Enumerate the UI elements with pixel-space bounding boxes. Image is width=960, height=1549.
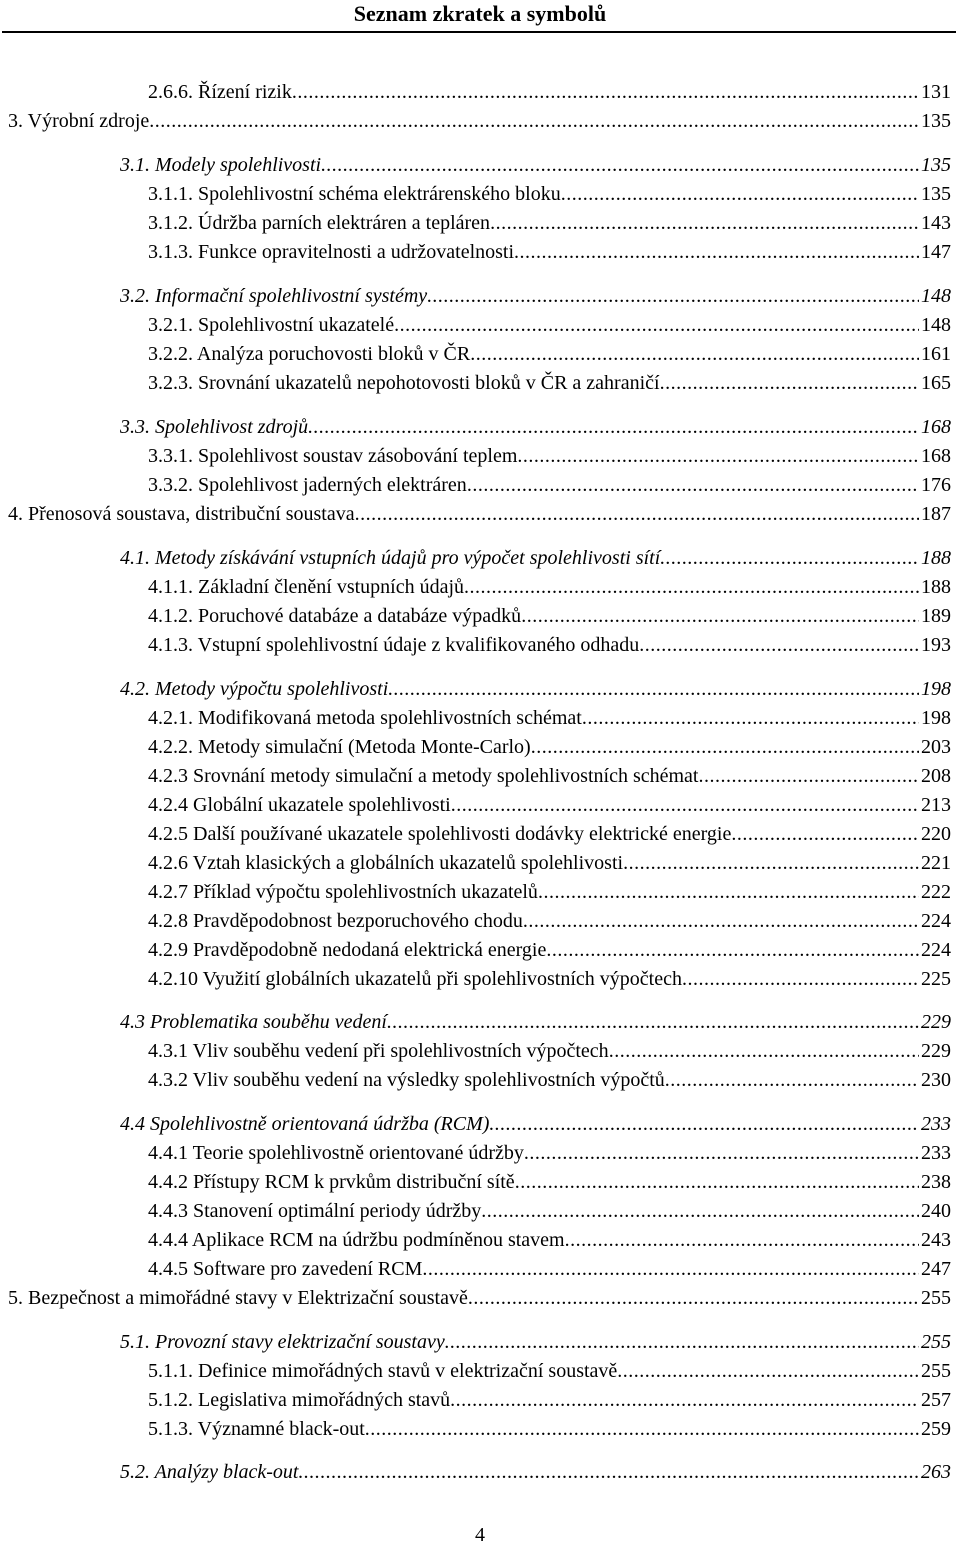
toc-entry-page: 135 bbox=[921, 183, 951, 205]
toc-entry[interactable] bbox=[0, 282, 960, 310]
toc-entry-title: 4.1.3. Vstupní spolehlivostní údaje z kvalifikovaného odhadu bbox=[148, 634, 640, 656]
toc-entry[interactable] bbox=[0, 936, 960, 964]
toc-entry-page: 238 bbox=[921, 1171, 951, 1193]
dot-leader bbox=[481, 1197, 919, 1225]
toc-entry-page: 213 bbox=[921, 794, 951, 816]
toc-entry-page: 255 bbox=[921, 1360, 951, 1382]
toc-entry-title: 4.4.4 Aplikace RCM na údržbu podmíněnou stavem bbox=[148, 1229, 565, 1251]
toc-entry-title: 2.6.6. Řízení rizik bbox=[148, 81, 292, 103]
toc-entry-title: 4.2.10 Využití globálních ukazatelů při spolehlivostních výpočtech bbox=[148, 968, 682, 990]
toc-entry-title: 4.2.7 Příklad výpočtu spolehlivostních ukazatelů bbox=[148, 881, 538, 903]
toc-entry[interactable] bbox=[0, 442, 960, 470]
toc-entry-page: 208 bbox=[921, 765, 951, 787]
dot-leader bbox=[731, 820, 919, 848]
toc-entry-page: 222 bbox=[921, 881, 951, 903]
toc-entry-page: 259 bbox=[921, 1418, 951, 1440]
toc-entry-page: 148 bbox=[921, 285, 951, 307]
toc-entry-title: 4.3.2 Vliv souběhu vedení na výsledky spolehlivostních výpočtů bbox=[148, 1069, 665, 1091]
dot-leader bbox=[582, 704, 919, 732]
toc-entry[interactable] bbox=[0, 209, 960, 237]
toc-entry[interactable] bbox=[0, 180, 960, 208]
toc-entry[interactable] bbox=[0, 820, 960, 848]
toc-entry-title: 3.3. Spolehlivost zdrojů bbox=[120, 416, 309, 438]
dot-leader bbox=[308, 413, 919, 441]
toc-entry[interactable] bbox=[0, 675, 960, 703]
dot-leader bbox=[490, 209, 919, 237]
toc-entry-title: 4.2.3 Srovnání metody simulační a metody spolehlivostních schémat bbox=[148, 765, 699, 787]
dot-leader bbox=[149, 107, 919, 135]
toc-entry-title: 3.2.2. Analýza poruchovosti bloků v ČR bbox=[148, 343, 471, 365]
toc-entry[interactable] bbox=[0, 849, 960, 877]
dot-leader bbox=[609, 1037, 919, 1065]
toc-entry-page: 247 bbox=[921, 1258, 951, 1280]
toc-entry-page: 203 bbox=[921, 736, 951, 758]
toc-entry-page: 188 bbox=[921, 547, 951, 569]
dot-leader bbox=[531, 733, 919, 761]
dot-leader bbox=[355, 500, 919, 528]
toc-entry-page: 240 bbox=[921, 1200, 951, 1222]
toc-entry[interactable] bbox=[0, 733, 960, 761]
toc-entry-title: 5.1.3. Významné black-out bbox=[148, 1418, 365, 1440]
toc-entry[interactable] bbox=[0, 369, 960, 397]
toc-entry-page: 221 bbox=[921, 852, 951, 874]
dot-leader bbox=[321, 151, 919, 179]
dot-leader bbox=[565, 1226, 919, 1254]
dot-leader bbox=[514, 238, 919, 266]
toc-entry[interactable] bbox=[0, 762, 960, 790]
dot-leader bbox=[427, 282, 919, 310]
toc-entry-page: 131 bbox=[921, 81, 951, 103]
toc-entry-page: 233 bbox=[921, 1142, 951, 1164]
toc-entry-title: 5.2. Analýzy black-out bbox=[120, 1461, 299, 1483]
toc-entry-title: 4.2.9 Pravděpodobně nedodaná elektrická energie bbox=[148, 939, 547, 961]
toc-entry-page: 224 bbox=[921, 939, 951, 961]
toc-entry-title: 4.3 Problematika souběhu vedení bbox=[120, 1011, 387, 1033]
toc-entry-title: 4.4 Spolehlivostně orientovaná údržba (RCM) bbox=[120, 1113, 490, 1135]
toc-entry[interactable] bbox=[0, 704, 960, 732]
dot-leader bbox=[515, 1168, 919, 1196]
toc-entry[interactable] bbox=[0, 238, 960, 266]
toc-entry-page: 220 bbox=[921, 823, 951, 845]
toc-entry-title: 5.1.2. Legislativa mimořádných stavů bbox=[148, 1389, 451, 1411]
toc-entry-title: 4.4.1 Teorie spolehlivostně orientované údržby bbox=[148, 1142, 524, 1164]
toc-entry-page: 193 bbox=[921, 634, 951, 656]
toc-entry-page: 188 bbox=[921, 576, 951, 598]
toc-entry-title: 3. Výrobní zdroje bbox=[8, 110, 150, 132]
toc-entry-title: 4.2.2. Metody simulační (Metoda Monte-Carlo) bbox=[148, 736, 531, 758]
toc-entry[interactable] bbox=[0, 78, 960, 106]
toc-entry-title: 4.1.1. Základní členění vstupních údajů bbox=[148, 576, 465, 598]
toc-entry-title: 4.2.8 Pravděpodobnost bezporuchového chodu bbox=[148, 910, 523, 932]
toc-entry-title: 4.2.4 Globální ukazatele spolehlivosti bbox=[148, 794, 451, 816]
toc-entry-title: 4.2.6 Vztah klasických a globálních ukazatelů spolehlivosti bbox=[148, 852, 624, 874]
toc-entry[interactable] bbox=[0, 413, 960, 441]
toc-entry-title: 3.2.3. Srovnání ukazatelů nepohotovosti bloků v ČR a zahraničí bbox=[148, 372, 660, 394]
toc-entry-title: 3.1.1. Spolehlivostní schéma elektrárenského bloku bbox=[148, 183, 561, 205]
dot-leader bbox=[660, 544, 919, 572]
toc-entry-page: 187 bbox=[921, 503, 951, 525]
toc-entry[interactable] bbox=[0, 340, 960, 368]
toc-entry[interactable] bbox=[0, 1415, 960, 1443]
toc-entry-title: 3.1. Modely spolehlivosti bbox=[120, 154, 322, 176]
toc-entry[interactable] bbox=[0, 311, 960, 339]
toc-entry[interactable] bbox=[0, 1386, 960, 1414]
toc-entry-title: 3.3.1. Spolehlivost soustav zásobování teplem bbox=[148, 445, 518, 467]
toc-entry-title: 4.2. Metody výpočtu spolehlivosti bbox=[120, 678, 389, 700]
toc-entry-title: 3.1.3. Funkce opravitelnosti a udržovatelnosti bbox=[148, 241, 515, 263]
toc-entry-title: 3.1.2. Údržba parních elektráren a tepláren bbox=[148, 212, 491, 234]
toc-entry[interactable] bbox=[0, 965, 960, 993]
toc-entry-title: 3.2.1. Spolehlivostní ukazatelé bbox=[148, 314, 395, 336]
toc-entry[interactable] bbox=[0, 878, 960, 906]
toc-entry-page: 135 bbox=[921, 154, 951, 176]
dot-leader bbox=[561, 180, 919, 208]
toc-entry[interactable] bbox=[0, 791, 960, 819]
toc-entry-page: 135 bbox=[921, 110, 951, 132]
dot-leader bbox=[470, 340, 919, 368]
dot-leader bbox=[388, 675, 919, 703]
dot-leader bbox=[660, 369, 919, 397]
dot-leader bbox=[665, 1066, 919, 1094]
toc-entry[interactable] bbox=[0, 573, 960, 601]
dot-leader bbox=[445, 1328, 919, 1356]
toc-entry[interactable] bbox=[0, 500, 960, 528]
dot-leader bbox=[489, 1110, 919, 1138]
dot-leader bbox=[422, 1255, 919, 1283]
toc-entry-page: 148 bbox=[921, 314, 951, 336]
toc-entry-title: 3.3.2. Spolehlivost jaderných elektráren bbox=[148, 474, 467, 496]
dot-leader bbox=[538, 878, 919, 906]
toc-entry-title: 4.1. Metody získávání vstupních údajů pro výpočet spolehlivosti sítí bbox=[120, 547, 661, 569]
toc-entry-page: 255 bbox=[921, 1287, 951, 1309]
toc-entry-page: 224 bbox=[921, 910, 951, 932]
dot-leader bbox=[517, 442, 919, 470]
dot-leader bbox=[467, 471, 919, 499]
toc-entry[interactable] bbox=[0, 1284, 960, 1312]
dot-leader bbox=[365, 1415, 919, 1443]
toc-entry-title: 5.1.1. Definice mimořádných stavů v elektrizační soustavě bbox=[148, 1360, 618, 1382]
toc-entry[interactable] bbox=[0, 907, 960, 935]
toc-entry-page: 168 bbox=[921, 445, 951, 467]
toc-entry-page: 229 bbox=[921, 1040, 951, 1062]
toc-entry[interactable] bbox=[0, 1197, 960, 1225]
page-number: 4 bbox=[475, 1524, 485, 1546]
toc-entry-title: 5. Bezpečnost a mimořádné stavy v Elektrizační soustavě bbox=[8, 1287, 468, 1309]
toc-entry-page: 243 bbox=[921, 1229, 951, 1251]
dot-leader bbox=[623, 849, 919, 877]
dot-leader bbox=[298, 1458, 919, 1486]
toc-entry-title: 4.3.1 Vliv souběhu vedení při spolehlivostních výpočtech bbox=[148, 1040, 609, 1062]
toc-entry[interactable] bbox=[0, 1357, 960, 1385]
toc-entry[interactable] bbox=[0, 1168, 960, 1196]
toc-entry-page: 263 bbox=[921, 1461, 951, 1483]
toc-entry-title: 4.1.2. Poruchové databáze a databáze výpadků bbox=[148, 605, 522, 627]
toc-entry-page: 229 bbox=[921, 1011, 951, 1033]
toc-entry[interactable] bbox=[0, 1008, 960, 1036]
toc-entry-page: 233 bbox=[921, 1113, 951, 1135]
toc-entry[interactable] bbox=[0, 544, 960, 572]
toc-entry-page: 176 bbox=[921, 474, 951, 496]
toc-entry[interactable] bbox=[0, 471, 960, 499]
toc-entry[interactable] bbox=[0, 631, 960, 659]
toc-entry-title: 4.4.5 Software pro zavedení RCM bbox=[148, 1258, 423, 1280]
toc-entry-page: 225 bbox=[921, 968, 951, 990]
dot-leader bbox=[451, 791, 919, 819]
toc-entry-page: 198 bbox=[921, 678, 951, 700]
toc-entry-page: 161 bbox=[921, 343, 951, 365]
dot-leader bbox=[292, 78, 919, 106]
toc-entry-page: 165 bbox=[921, 372, 951, 394]
dot-leader bbox=[464, 573, 919, 601]
dot-leader bbox=[698, 762, 919, 790]
toc-entry[interactable] bbox=[0, 1110, 960, 1138]
toc-entry-page: 147 bbox=[921, 241, 951, 263]
toc-entry-title: 4. Přenosová soustava, distribuční soustava bbox=[8, 503, 355, 525]
dot-leader bbox=[639, 631, 919, 659]
toc-entry[interactable] bbox=[0, 1255, 960, 1283]
toc-entry-title: 4.4.2 Přístupy RCM k prvkům distribuční sítě bbox=[148, 1171, 515, 1193]
toc-entry-page: 257 bbox=[921, 1389, 951, 1411]
dot-leader bbox=[468, 1284, 919, 1312]
toc-entry[interactable] bbox=[0, 602, 960, 630]
toc-entry[interactable] bbox=[0, 1328, 960, 1356]
toc-entry[interactable] bbox=[0, 1458, 960, 1486]
toc-entry[interactable] bbox=[0, 1066, 960, 1094]
dot-leader bbox=[682, 965, 919, 993]
toc-entry-page: 198 bbox=[921, 707, 951, 729]
toc-entry[interactable] bbox=[0, 1037, 960, 1065]
toc-entry-title: 4.4.3 Stanovení optimální periody údržby bbox=[148, 1200, 482, 1222]
toc-entry[interactable] bbox=[0, 1226, 960, 1254]
toc-entry-title: 3.2. Informační spolehlivostní systémy bbox=[120, 285, 428, 307]
toc-entry-title: 5.1. Provozní stavy elektrizační soustavy bbox=[120, 1331, 445, 1353]
dot-leader bbox=[546, 936, 919, 964]
toc-entry-title: 4.2.5 Další používané ukazatele spolehlivosti dodávky elektrické energie bbox=[148, 823, 732, 845]
dot-leader bbox=[524, 1139, 919, 1167]
dot-leader bbox=[523, 907, 919, 935]
toc-entry[interactable] bbox=[0, 1139, 960, 1167]
dot-leader bbox=[387, 1008, 919, 1036]
dot-leader bbox=[450, 1386, 919, 1414]
toc-entry-page: 168 bbox=[921, 416, 951, 438]
dot-leader bbox=[617, 1357, 919, 1385]
dot-leader bbox=[394, 311, 919, 339]
toc-entry-title: 4.2.1. Modifikovaná metoda spolehlivostních schémat bbox=[148, 707, 582, 729]
page-header-title: Seznam zkratek a symbolů bbox=[353, 1, 607, 26]
toc-entry[interactable] bbox=[0, 107, 960, 135]
toc-entry-page: 189 bbox=[921, 605, 951, 627]
toc-entry-page: 143 bbox=[921, 212, 951, 234]
dot-leader bbox=[521, 602, 919, 630]
toc-entry[interactable] bbox=[0, 151, 960, 179]
toc-entry-page: 255 bbox=[921, 1331, 951, 1353]
toc-entry-page: 230 bbox=[921, 1069, 951, 1091]
